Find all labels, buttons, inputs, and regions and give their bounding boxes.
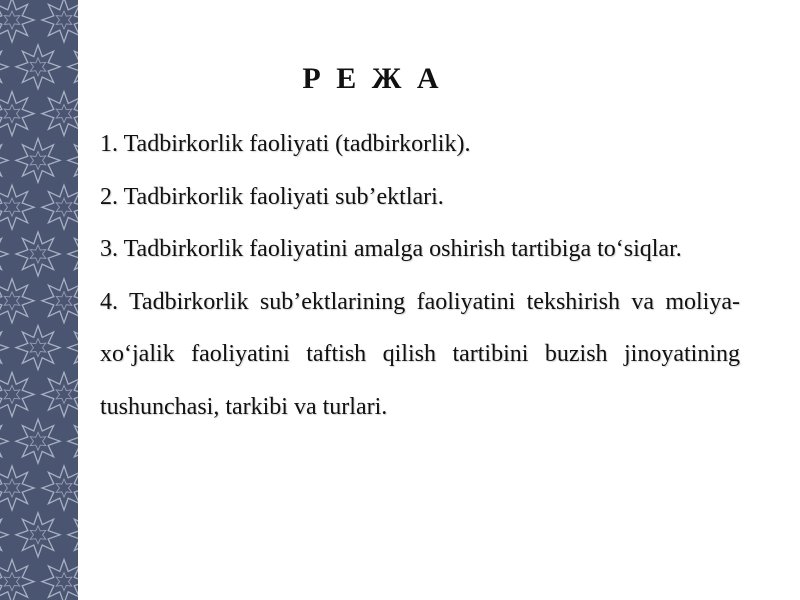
ornament-star-shape <box>68 232 78 276</box>
plan-item-2: 2. Tadbirkorlik faoliyati sub’ektlari. <box>100 183 444 210</box>
ornament-inner-star-shape <box>4 573 20 591</box>
ornament-inner-star-shape <box>4 105 20 123</box>
ornament-star-shape <box>68 513 78 557</box>
ornament-inner-star-shape <box>4 292 20 310</box>
ornament-star-shape <box>16 138 60 182</box>
ornament-star-shape <box>42 560 78 600</box>
ornament-inner-star-shape <box>4 479 20 497</box>
ornament-star-shape <box>16 513 60 557</box>
ornament-star-shape <box>16 232 60 276</box>
ornament-inner-star-shape <box>30 432 46 450</box>
ornament-star-shape <box>68 138 78 182</box>
geometric-pattern-icon <box>0 0 78 600</box>
plan-list <box>100 118 740 433</box>
ornament-star-shape <box>16 419 60 463</box>
ornament-inner-star-shape <box>56 479 72 497</box>
ornament-inner-star-shape <box>56 11 72 29</box>
ornament-inner-star-shape <box>4 11 20 29</box>
ornament-inner-star-shape <box>30 245 46 263</box>
ornament-star-shape <box>0 419 8 463</box>
plan-item-3: 3. Tadbirkorlik faoliyatini amalga oshirish tartibiga to‘siqlar. <box>100 236 682 262</box>
ornament-star-shape <box>68 45 78 89</box>
ornament-star-shape <box>0 560 34 600</box>
ornament-inner-star-shape <box>56 292 72 310</box>
ornament-inner-star-shape <box>56 105 72 123</box>
ornament-inner-star-shape <box>56 385 72 403</box>
ornament-star-shape <box>16 45 60 89</box>
plan-item-1: 1. Tadbirkorlik faoliyati (tadbirkorlik). <box>100 131 471 157</box>
ornament-inner-star-shape <box>30 58 46 76</box>
ornament-star-shape <box>0 232 8 276</box>
ornament-star-shape <box>16 326 60 370</box>
ornament-star-shape <box>0 513 8 557</box>
ornament-star-shape <box>0 326 8 370</box>
ornament-inner-star-shape <box>30 526 46 544</box>
ornament-star-shape <box>0 138 8 182</box>
ornament-inner-star-shape <box>56 198 72 216</box>
ornament-star-shape <box>0 45 8 89</box>
ornament-inner-star-shape <box>4 198 20 216</box>
ornament-inner-star-shape <box>4 385 20 403</box>
slide-body <box>100 0 740 600</box>
plan-item-4: 4. Tadbirkorlik sub’ektlarining faoliyatini tekshirish va moliya-xo‘jalik faoliyatini taftish qilish tartibini buzish jinoyatining tushunchasi, tarkibi va turlari. <box>100 288 740 420</box>
ornament-star-shape <box>68 419 78 463</box>
decorative-ornament-border <box>0 0 78 600</box>
ornament-star-shape <box>42 0 78 42</box>
slide-title: Р Е Ж А <box>302 62 443 95</box>
ornament-star-shape <box>68 326 78 370</box>
ornament-inner-star-shape <box>30 151 46 169</box>
ornament-inner-star-shape <box>56 573 72 591</box>
ornament-inner-star-shape <box>30 339 46 357</box>
